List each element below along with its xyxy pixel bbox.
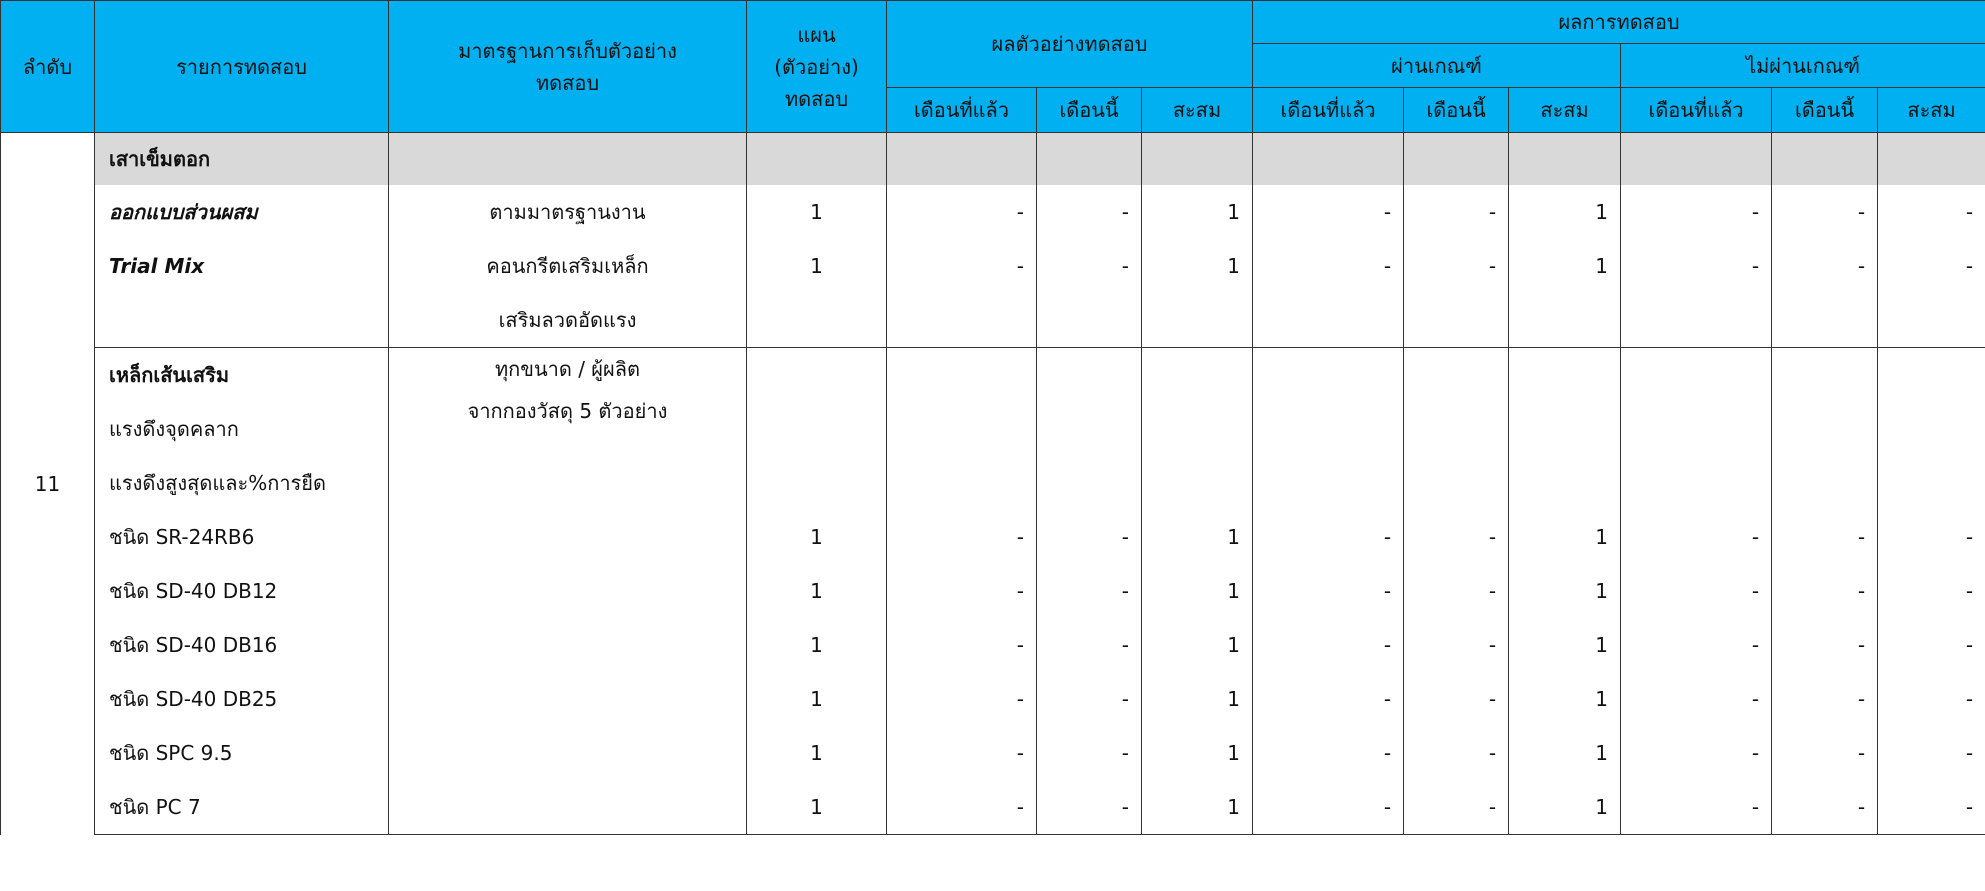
block-a-pass-this: [1404, 185, 1509, 348]
item-line: แรงดึงสูงสุดและ%การยืด: [109, 471, 327, 495]
item-line: ชนิด PC 7: [109, 795, 201, 819]
value-cell: -: [1857, 633, 1866, 657]
block-rebar: [1, 348, 1985, 835]
value-cell: 1: [1227, 200, 1241, 224]
block-b-standard: [389, 348, 747, 835]
block-a-standard: [389, 185, 747, 348]
seq-number: 11: [1, 133, 95, 835]
item-line: ชนิด SD-40 DB25: [109, 687, 278, 711]
value-cell: -: [1488, 687, 1497, 711]
value-cell: -: [1383, 200, 1392, 224]
value-cell: -: [1488, 633, 1497, 657]
value-cell: 1: [1227, 633, 1241, 657]
plan-cell: 1: [810, 795, 823, 819]
value-cell: -: [1751, 687, 1760, 711]
block-a-plan: [747, 185, 887, 348]
value-cell: -: [1857, 795, 1866, 819]
block-a-samples-last: [887, 185, 1037, 348]
group-row: [1, 133, 1985, 186]
value-cell: -: [1016, 687, 1024, 711]
value-cell: 1: [1227, 254, 1241, 278]
header-fail: ไม่ผ่านเกณฑ์: [1621, 44, 1985, 88]
value-cell: -: [1857, 579, 1866, 603]
header-samples-this-month: เดือนนี้: [1037, 88, 1142, 133]
block-b-fail-last: [1621, 348, 1772, 835]
value-cell: -: [1965, 200, 1974, 224]
block-b-fail-cum: [1878, 348, 1985, 835]
block-a-pass-cum: [1509, 185, 1621, 348]
header-plan-line2: (ตัวอย่าง): [774, 54, 859, 79]
value-cell: 1: [1227, 795, 1241, 819]
header-plan-line3: ทดสอบ: [784, 86, 849, 111]
value-cell: -: [1383, 525, 1392, 549]
value-cell: -: [1121, 633, 1129, 657]
item-trial-mix: Trial Mix: [109, 254, 205, 278]
value-cell: -: [1383, 579, 1392, 603]
value-cell: -: [1965, 795, 1974, 819]
block-b-samples-cum: [1142, 348, 1253, 835]
value-cell: -: [1965, 525, 1974, 549]
standard-line: จากกองวัสดุ 5 ตัวอย่าง: [467, 399, 668, 423]
value-cell: 1: [1227, 525, 1241, 549]
block-a-samples-cum: [1142, 185, 1253, 348]
block-a-items: [95, 185, 389, 348]
header-seq: ลำดับ: [1, 1, 95, 133]
value-cell: 1: [1595, 525, 1609, 549]
header-fail-cumulative: สะสม: [1878, 88, 1985, 133]
standard-line: คอนกรีตเสริมเหล็ก: [486, 254, 649, 278]
plan-cell: 1: [810, 579, 823, 603]
header-pass-cumulative: สะสม: [1509, 88, 1621, 133]
group-title: เสาเข็มตอก: [95, 133, 389, 186]
block-b-items: [95, 348, 389, 835]
value-cell: -: [1857, 687, 1866, 711]
value-cell: -: [1857, 525, 1866, 549]
plan-cell: 1: [810, 254, 823, 278]
value-cell: -: [1965, 687, 1974, 711]
header-standard-line2: ทดสอบ: [535, 70, 600, 95]
value-cell: -: [1857, 254, 1866, 278]
block-b-plan: [747, 348, 887, 835]
item-line: ชนิด SR-24RB6: [109, 525, 255, 549]
value-cell: -: [1751, 200, 1760, 224]
value-cell: -: [1965, 633, 1974, 657]
value-cell: -: [1751, 579, 1760, 603]
header-fail-last-month: เดือนที่แล้ว: [1621, 88, 1772, 133]
block-a-pass-last: [1253, 185, 1404, 348]
value-cell: -: [1751, 795, 1760, 819]
value-cell: -: [1383, 687, 1392, 711]
block-a-fail-cum: [1878, 185, 1985, 348]
value-cell: 1: [1595, 254, 1609, 278]
value-cell: -: [1016, 579, 1024, 603]
header-pass-last-month: เดือนที่แล้ว: [1253, 88, 1404, 133]
header-fail-this-month: เดือนนี้: [1772, 88, 1878, 133]
value-cell: -: [1016, 254, 1024, 278]
value-cell: 1: [1227, 579, 1241, 603]
standard-line: ทุกขนาด / ผู้ผลิต: [495, 357, 640, 381]
value-cell: 1: [1227, 687, 1241, 711]
value-cell: -: [1488, 200, 1497, 224]
header-samples-cumulative: สะสม: [1142, 88, 1253, 133]
value-cell: -: [1751, 633, 1760, 657]
value-cell: -: [1383, 254, 1392, 278]
plan-cell: 1: [810, 687, 823, 711]
value-cell: -: [1121, 200, 1129, 224]
block-trial-mix: [1, 185, 1985, 348]
value-cell: -: [1965, 254, 1974, 278]
value-cell: 1: [1595, 795, 1609, 819]
item-line: ชนิด SPC 9.5: [109, 741, 233, 765]
value-cell: 1: [1227, 741, 1241, 765]
item-rebar: เหล็กเส้นเสริม: [109, 363, 230, 387]
header-item: รายการทดสอบ: [95, 1, 389, 133]
item-line: ชนิด SD-40 DB16: [109, 633, 278, 657]
value-cell: -: [1751, 741, 1760, 765]
value-cell: -: [1121, 579, 1129, 603]
block-b-fail-this: [1772, 348, 1878, 835]
value-cell: -: [1488, 254, 1497, 278]
value-cell: -: [1751, 254, 1760, 278]
header-plan: [747, 1, 887, 133]
value-cell: -: [1121, 741, 1129, 765]
value-cell: 1: [1595, 687, 1609, 711]
value-cell: -: [1121, 795, 1129, 819]
value-cell: -: [1488, 525, 1497, 549]
value-cell: 1: [1595, 579, 1609, 603]
plan-cell: 1: [810, 200, 823, 224]
standard-line: เสริมลวดอัดแรง: [498, 308, 637, 332]
item-blank: [109, 293, 388, 347]
block-a-fail-last: [1621, 185, 1772, 348]
value-cell: 1: [1595, 741, 1609, 765]
value-cell: -: [1121, 254, 1129, 278]
block-b-pass-this: [1404, 348, 1509, 835]
plan-cell: 1: [810, 741, 823, 765]
value-cell: -: [1488, 579, 1497, 603]
value-cell: -: [1016, 795, 1024, 819]
header-samples-last-month: เดือนที่แล้ว: [887, 88, 1037, 133]
standard-line: ตามมาตรฐานงาน: [489, 200, 646, 224]
item-line: ชนิด SD-40 DB12: [109, 579, 278, 603]
value-cell: 1: [1595, 633, 1609, 657]
value-cell: -: [1488, 795, 1497, 819]
value-cell: -: [1016, 525, 1024, 549]
value-cell: -: [1383, 633, 1392, 657]
header-plan-line1: แผน: [797, 22, 836, 47]
value-cell: -: [1016, 633, 1024, 657]
block-b-samples-this: [1037, 348, 1142, 835]
header-pass-this-month: เดือนนี้: [1404, 88, 1509, 133]
value-cell: -: [1121, 687, 1129, 711]
plan-cell: 1: [810, 633, 823, 657]
value-cell: -: [1965, 579, 1974, 603]
value-cell: -: [1857, 741, 1866, 765]
value-cell: -: [1016, 200, 1024, 224]
item-mix-design: ออกแบบส่วนผสม: [109, 200, 258, 224]
block-a-fail-this: [1772, 185, 1878, 348]
value-cell: -: [1016, 741, 1024, 765]
header-pass: ผ่านเกณฑ์: [1253, 44, 1621, 88]
value-cell: -: [1751, 525, 1760, 549]
item-line: แรงดึงจุดคลาก: [109, 417, 239, 441]
value-cell: -: [1857, 200, 1866, 224]
header-samples: ผลตัวอย่างทดสอบ: [887, 1, 1253, 88]
block-b-samples-last: [887, 348, 1037, 835]
header-standard: [389, 1, 747, 133]
value-cell: -: [1121, 525, 1129, 549]
value-cell: -: [1383, 741, 1392, 765]
value-cell: -: [1965, 741, 1974, 765]
plan-cell: 1: [810, 525, 823, 549]
block-b-pass-cum: [1509, 348, 1621, 835]
header-standard-line1: มาตรฐานการเก็บตัวอย่าง: [458, 38, 677, 63]
header-results: ผลการทดสอบ: [1253, 1, 1985, 44]
value-cell: -: [1488, 741, 1497, 765]
block-a-samples-this: [1037, 185, 1142, 348]
block-b-pass-last: [1253, 348, 1404, 835]
value-cell: -: [1383, 795, 1392, 819]
value-cell: 1: [1595, 200, 1609, 224]
